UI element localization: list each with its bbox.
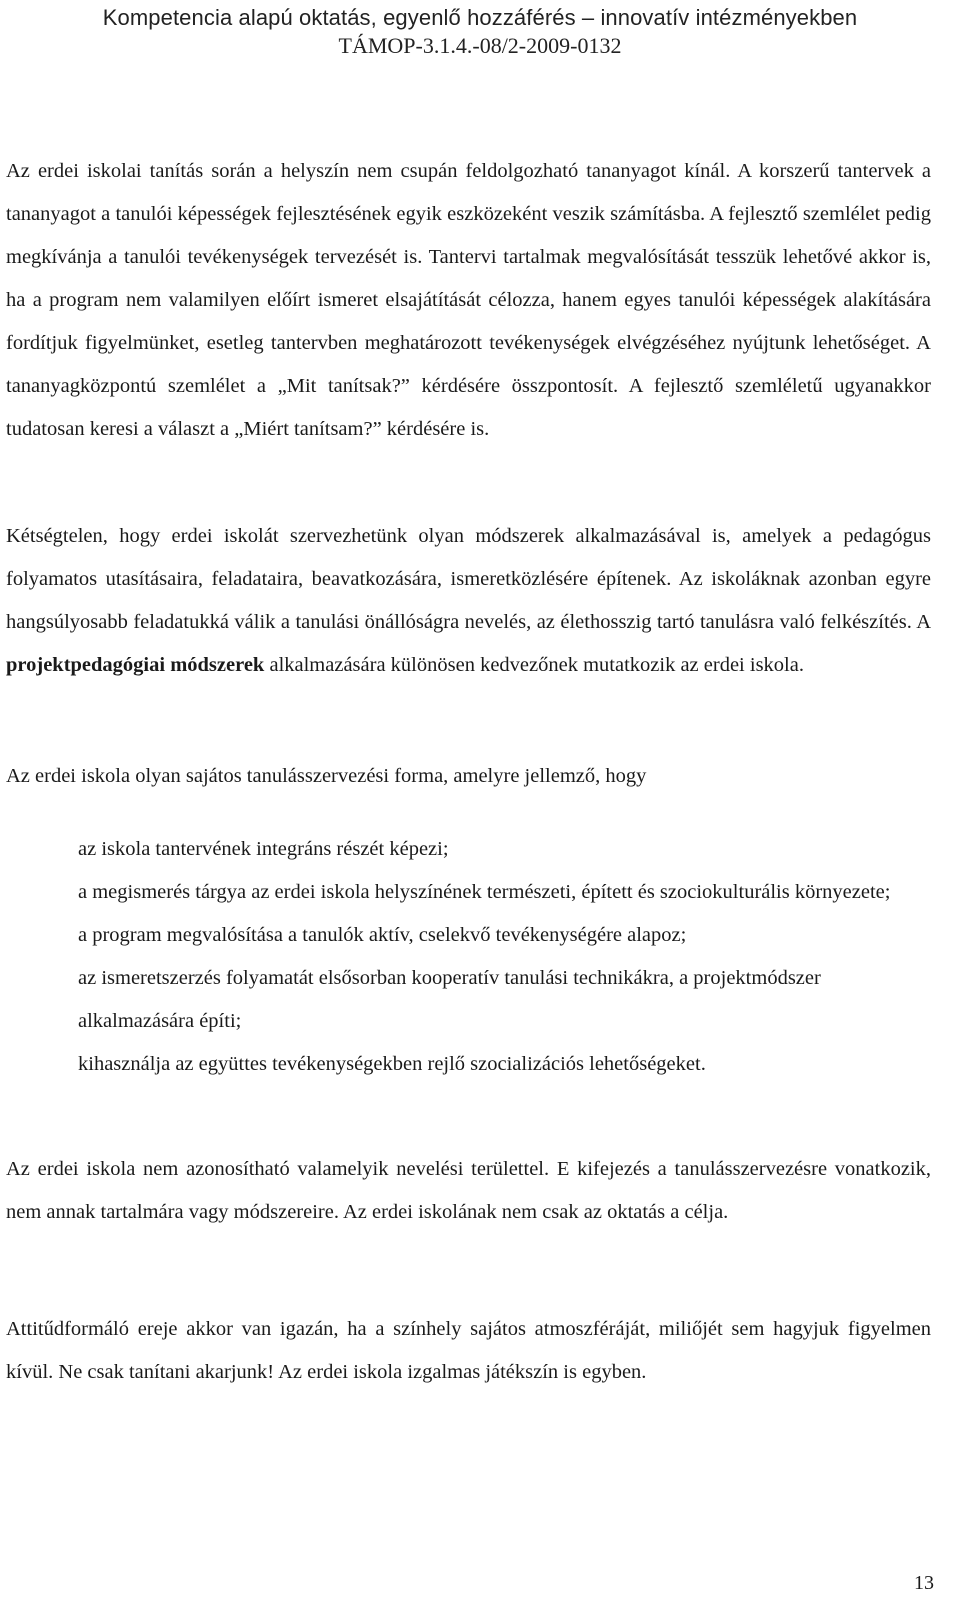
paragraph-1-text: Az erdei iskolai tanítás során a helyszín nem csupán feldolgozható tananyagot kínál. A korszerű tantervek a tananyagot a tanulói képességek fejlesztésének egyik eszközeként veszik számításba. A fejlesztő szemlélet pedig megkívánja a tanulói tevékenységek tervezését is. Tantervi tartalmak megvalósítását tesszük lehetővé akkor is, ha a program nem valamilyen előírt ismeret elsajátítását célozza, hanem egyes tanulói képességek alakítására fordítjuk figyelmünket, esetleg tantervben meghatározott tevékenységek elvégzéséhez nyújtunk lehetőséget. A tananyagközpontú szemlélet a „Mit tanítsak?” kérdésére összpontosít. A fejlesztő szemléletű ugyanakkor tudatosan keresi a választ a „Miért tanítsam?” kérdésére is.: [6, 160, 931, 440]
page-header: [0, 4, 960, 60]
paragraph-3-text: Az erdei iskola olyan sajátos tanulásszervezési forma, amelyre jellemző, hogy: [6, 765, 647, 787]
paragraph-2-bold-term: projektpedagógiai módszerek: [6, 654, 265, 676]
paragraph-4-text: Az erdei iskola nem azonosítható valamelyik nevelési területtel. E kifejezés a tanulásszervezésre vonatkozik, nem annak tartalmára vagy módszereire. Az erdei iskolának nem csak az oktatás a célja.: [6, 1158, 931, 1223]
header-project-code: TÁMOP-3.1.4.-08/2-2009-0132: [338, 33, 622, 58]
paragraph-2-text-end: alkalmazására különösen kedvezőnek mutatkozik az erdei iskola.: [264, 654, 804, 676]
paragraph-2-text: [6, 515, 931, 687]
paragraph-2-text-start: Kétségtelen, hogy erdei iskolát szervezhetünk olyan módszerek alkalmazásával is, amelyek a pedagógus folyamatos utasításaira, feladataira, beavatkozására, ismeretközlésére építenek. Az iskoláknak azonban egyre hangsúlyosabb feladatukká válik a tanulási önállóságra nevelés, az élethosszig tartó tanulásra való felkészítés. A: [6, 525, 931, 633]
page-number: 13: [914, 1572, 934, 1594]
list-item: a megismerés tárgya az erdei iskola helyszínének természeti, épített és szociokulturális környezete;: [78, 881, 891, 903]
paragraph-4: [6, 1148, 931, 1234]
list-item: kihasználja az együttes tevékenységekben rejlő szocializációs lehetőségeket.: [78, 1053, 706, 1075]
paragraph-5-text: Attitűdformáló ereje akkor van igazán, ha a színhely sajátos atmoszféráját, miliőjét sem hagyjuk figyelmen kívül. Ne csak tanítani akarjunk! Az erdei iskola izgalmas játékszín is egyben.: [6, 1318, 931, 1383]
paragraph-2: [6, 515, 931, 687]
header-title: Kompetencia alapú oktatás, egyenlő hozzáférés – innovatív intézményekben: [102, 5, 858, 30]
list-item: az iskola tantervének integráns részét képezi;: [78, 838, 449, 860]
paragraph-3: [6, 755, 931, 798]
list-item: az ismeretszerzés folyamatát elsősorban kooperatív tanulási technikákra, a projektmódszer alkalmazására építi;: [78, 967, 821, 1032]
paragraph-1: [6, 150, 931, 451]
paragraph-5: [6, 1308, 931, 1394]
list-item: a program megvalósítása a tanulók aktív, cselekvő tevékenységére alapoz;: [78, 924, 687, 946]
characteristics-list: [78, 828, 930, 1086]
